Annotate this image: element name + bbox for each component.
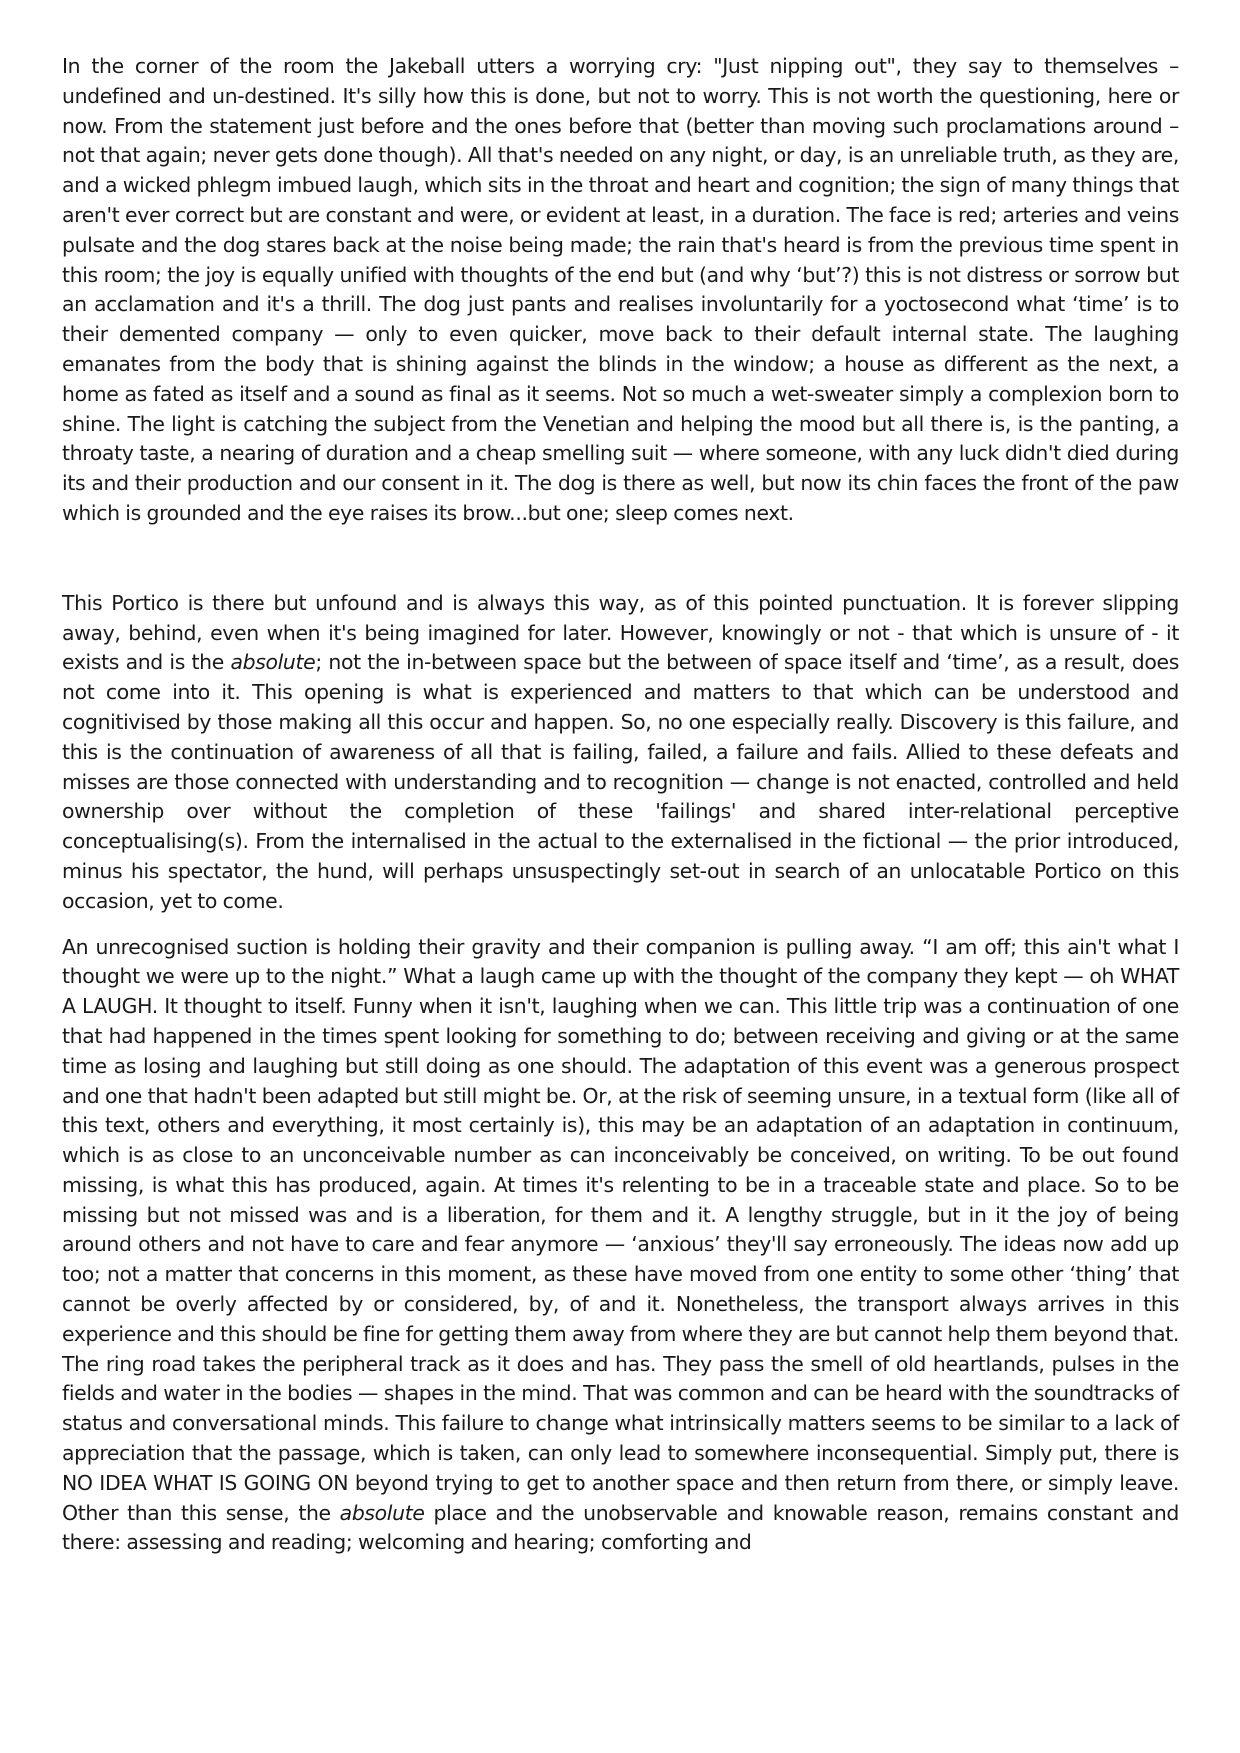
italic-emphasis: absolute <box>230 650 316 675</box>
document-page <box>62 52 1179 1558</box>
paragraph-text: ; not the in-between space but the between of space itself and ‘time’, as a result, does not come into it. This opening is what is experienced and matters to that which can be understood and cognitivised by those making all this occur and happen. So, no one especially really. Discovery is this failure, and this is the continuation of awareness of all that is failing, failed, a failure and fails. Allied to these defeats and misses are those connected with understanding and to recognition — change is not enacted, controlled and held ownership over without the completion of these 'failings' and shared inter-relational perceptive conceptualising(s). From the internalised in the actual to the externalised in the fictional — the prior introduced, minus his spectator, the hund, will perhaps unsuspectingly set-out in search of an unlocatable Portico on this occasion, yet to come. <box>62 650 1179 913</box>
paragraph-text: place and the unobservable and knowable reason, remains constant and there: assessing and reading; welcoming and hearing; comforting and <box>62 1500 1179 1555</box>
paragraph-text: An unrecognised suction is holding their gravity and their companion is pulling away. “I am off; this ain't what I thought we were up to the night.” What a laugh came up with the thought of the company they kept — oh WHAT A LAUGH. It thought to itself. Funny when it isn't, laughing when we can. This little trip was a continuation of one that had happened in the times spent looking for something to do; between receiving and giving or at the same time as losing and laughing but still doing as one should. The adaptation of this event was a generous prospect and one that hadn't been adapted but still might be. Or, at the risk of seeming unsure, in a textual form (like all of this text, others and everything, it most certainly is), this may be an adaptation of an adaptation in continuum, which is as close to an unconceivable number as can inconceivably be conceived, on writing. To be out found missing, is what this has produced, again. At times it's relenting to be in a traceable state and place. So to be missing but not missed was and is a liberation, for them and it. A lengthy struggle, but in it the joy of being around others and not have to care and fear anymore — ‘anxious’ they'll say erroneously. The ideas now add up too; not a matter that concerns in this moment, as these have moved from one entity to some other ‘thing’ that cannot be overly affected by or considered, by, of and it. Nonetheless, the transport always arrives in this experience and this should be fine for getting them away from where they are but cannot help them beyond that. The ring road takes the peripheral track as it does and has. They pass the smell of old heartlands, pulses in the fields and water in the bodies — shapes in the mind. That was common and can be heard with the soundtracks of status and conversational minds. This failure to change what intrinsically matters seems to be similar to a lack of appreciation that the passage, which is taken, can only lead to somewhere inconsequential. Simply put, there is NO IDEA WHAT IS GOING ON beyond trying to get to another space and then return from there, or simply leave. Other than this sense, the <box>62 934 1179 1525</box>
paragraph-text: In the corner of the room the Jakeball utters a worrying cry: "Just nipping out", they say to themselves – undefined and un-destined. It's silly how this is done, but not to worry. This is not worth the questioning, here or now. From the statement just before and the ones before that (better than moving such proclamations around – not that again; never gets done though). All that's needed on any night, or day, is an unreliable truth, as they are, and a wicked phlegm imbued laugh, which sits in the throat and heart and cognition; the sign of many things that aren't ever correct but are constant and were, or evident at least, in a duration. The face is red; arteries and veins pulsate and the dog stares back at the noise being made; the rain that's heard is from the previous time spent in this room; the joy is equally unified with thoughts of the end but (and why ‘but’?) this is not distress or sorrow but an acclamation and it's a thrill. The dog just pants and realises involuntarily for a yoctosecond what ‘time’ is to their demented company — only to even quicker, move back to their default internal state. The laughing emanates from the body that is shining against the blinds in the window; a house as different as the next, a home as fated as itself and a sound as final as it seems. Not so much a wet-sweater simply a complexion born to shine. The light is catching the subject from the Venetian and helping the mood but all there is, is the panting, a throaty taste, a nearing of duration and a cheap smelling suit — where someone, with any luck didn't died during its and their production and our consent in it. The dog is there as well, but now its chin faces the front of the paw which is grounded and the eye raises its brow...but one; sleep comes next. <box>62 54 1179 525</box>
paragraph-text: This Portico is there but unfound and is always this way, as of this pointed punctuation. It is forever slipping away, behind, even when it's being imagined for later. However, knowingly or not - that which is unsure of - it exists and is the <box>62 590 1179 675</box>
paragraph-suction <box>62 933 1179 1559</box>
paragraph-portico <box>62 589 1179 917</box>
italic-emphasis: absolute <box>339 1500 425 1525</box>
paragraph-jakeball <box>62 52 1179 529</box>
